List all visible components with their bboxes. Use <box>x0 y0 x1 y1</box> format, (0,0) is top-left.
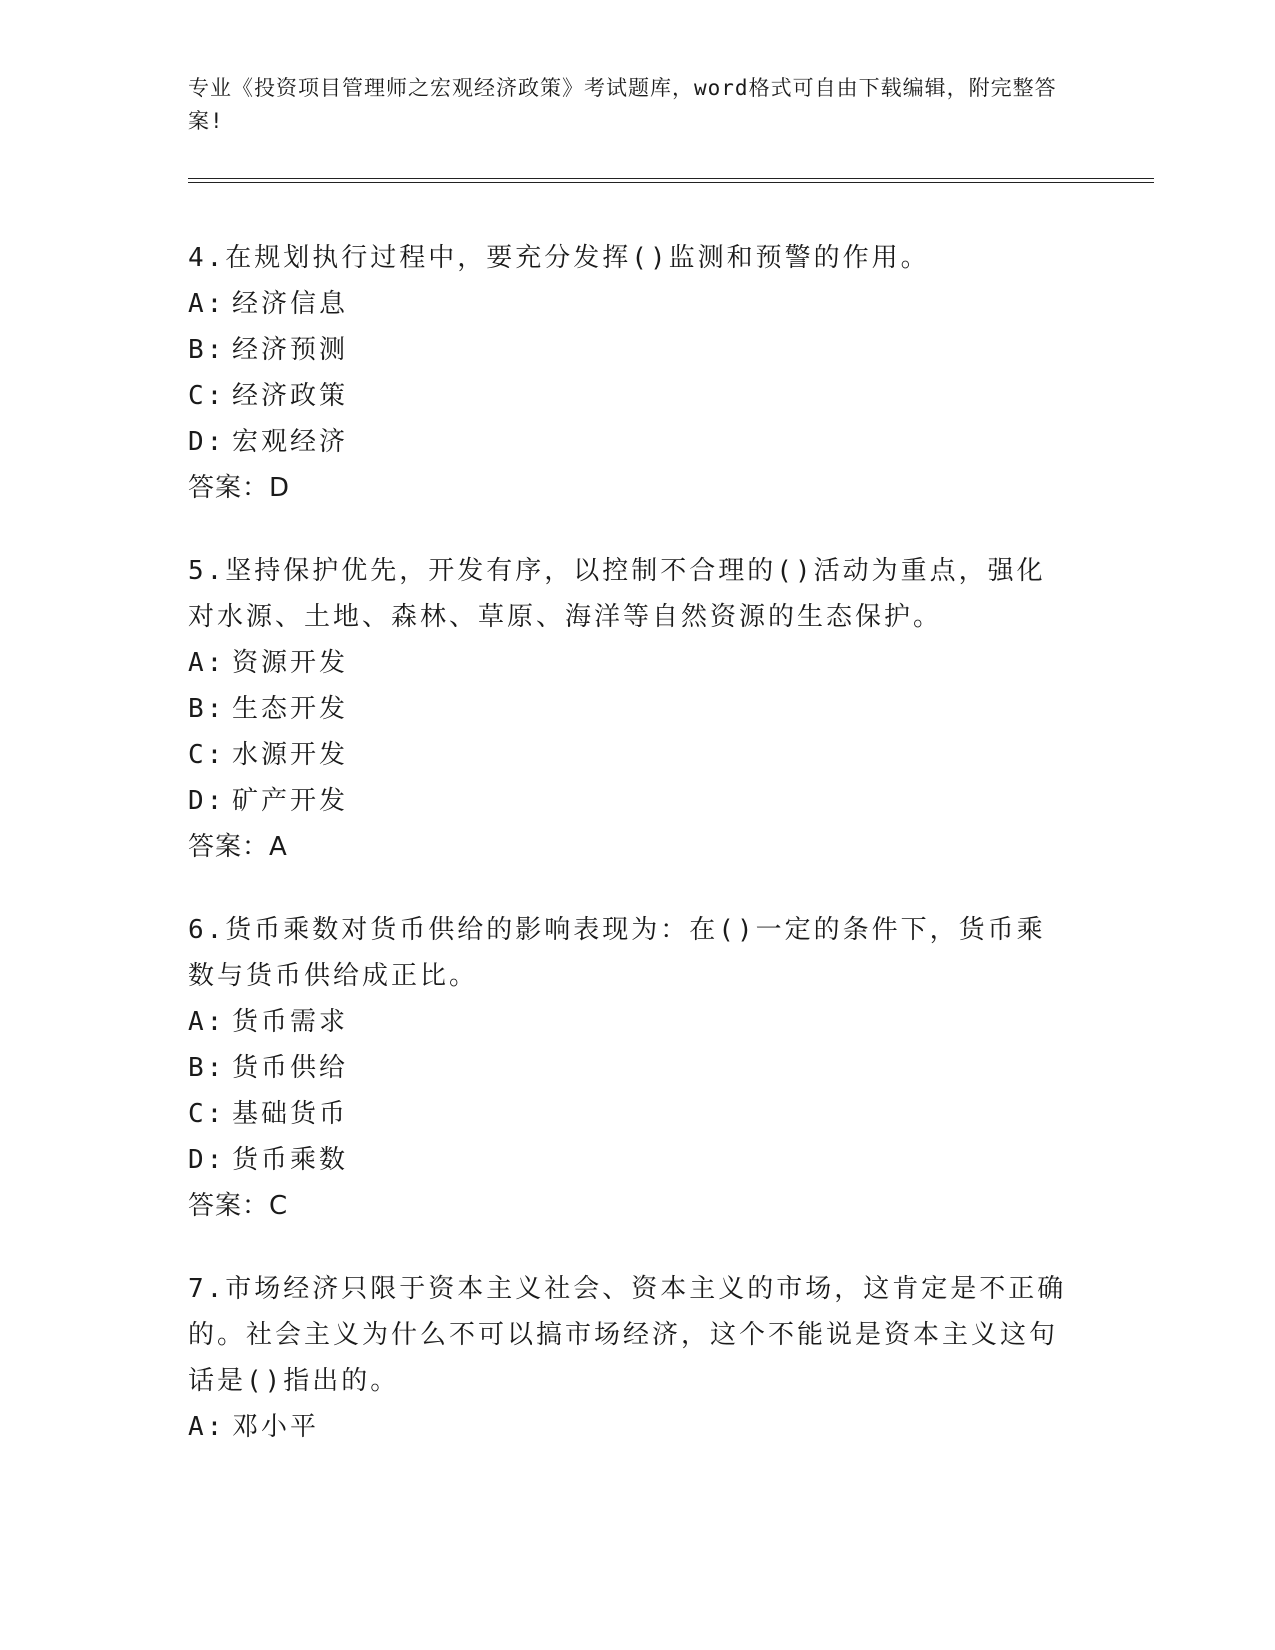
option-c <box>188 1091 1068 1137</box>
document-header: 专业《投资项目管理师之宏观经济政策》考试题库，word格式可自由下载编辑，附完整答案! <box>188 76 1057 133</box>
option-label: A: <box>188 1007 226 1037</box>
option-text: 资源开发 <box>232 648 349 678</box>
answer-line: 答案：C <box>188 1191 289 1221</box>
option-d <box>188 419 1068 465</box>
option-b <box>188 686 1068 732</box>
option-label: D: <box>188 786 226 816</box>
option-label: D: <box>188 1145 226 1175</box>
option-text: 货币需求 <box>232 1007 349 1037</box>
question-text: 4.在规划执行过程中，要充分发挥()监测和预警的作用。 <box>188 243 930 273</box>
option-label: C: <box>188 381 226 411</box>
option-text: 水源开发 <box>232 740 349 770</box>
option-text: 经济政策 <box>232 381 349 411</box>
header-divider-bottom <box>188 182 1154 183</box>
option-text: 货币乘数 <box>232 1145 349 1175</box>
option-c <box>188 732 1068 778</box>
option-b <box>188 1045 1068 1091</box>
option-text: 宏观经济 <box>232 427 349 457</box>
question-text: 5.坚持保护优先，开发有序，以控制不合理的()活动为重点，强化对水源、土地、森林、草原、海洋等自然资源的生态保护。 <box>188 556 1046 632</box>
option-d <box>188 778 1068 824</box>
option-label: B: <box>188 335 226 365</box>
answer-line: 答案：D <box>188 473 291 503</box>
option-a <box>188 999 1068 1045</box>
option-d <box>188 1137 1068 1183</box>
option-label: A: <box>188 1412 226 1442</box>
option-b <box>188 327 1068 373</box>
option-label: A: <box>188 648 226 678</box>
answer-line: 答案：A <box>188 832 288 862</box>
option-text: 经济信息 <box>232 289 349 319</box>
option-text: 经济预测 <box>232 335 349 365</box>
question-item <box>188 1266 1068 1450</box>
question-item <box>188 235 1068 511</box>
option-label: B: <box>188 694 226 724</box>
option-text: 矿产开发 <box>232 786 349 816</box>
option-label: D: <box>188 427 226 457</box>
option-text: 基础货币 <box>232 1099 349 1129</box>
option-a <box>188 281 1068 327</box>
option-text: 生态开发 <box>232 694 349 724</box>
question-text: 7.市场经济只限于资本主义社会、资本主义的市场，这肯定是不正确的。社会主义为什么不可以搞市场经济，这个不能说是资本主义这句话是()指出的。 <box>188 1274 1067 1396</box>
option-c <box>188 373 1068 419</box>
option-label: C: <box>188 1099 226 1129</box>
option-text: 邓小平 <box>232 1412 320 1442</box>
option-text: 货币供给 <box>232 1053 349 1083</box>
option-label: C: <box>188 740 226 770</box>
option-a <box>188 1404 1068 1450</box>
question-item <box>188 907 1068 1229</box>
question-text: 6.货币乘数对货币供给的影响表现为：在()一定的条件下，货币乘数与货币供给成正比。 <box>188 915 1046 991</box>
question-item <box>188 548 1068 870</box>
question-list <box>188 235 1068 1487</box>
option-label: A: <box>188 289 226 319</box>
option-a <box>188 640 1068 686</box>
header-divider-top <box>188 178 1154 179</box>
option-label: B: <box>188 1053 226 1083</box>
